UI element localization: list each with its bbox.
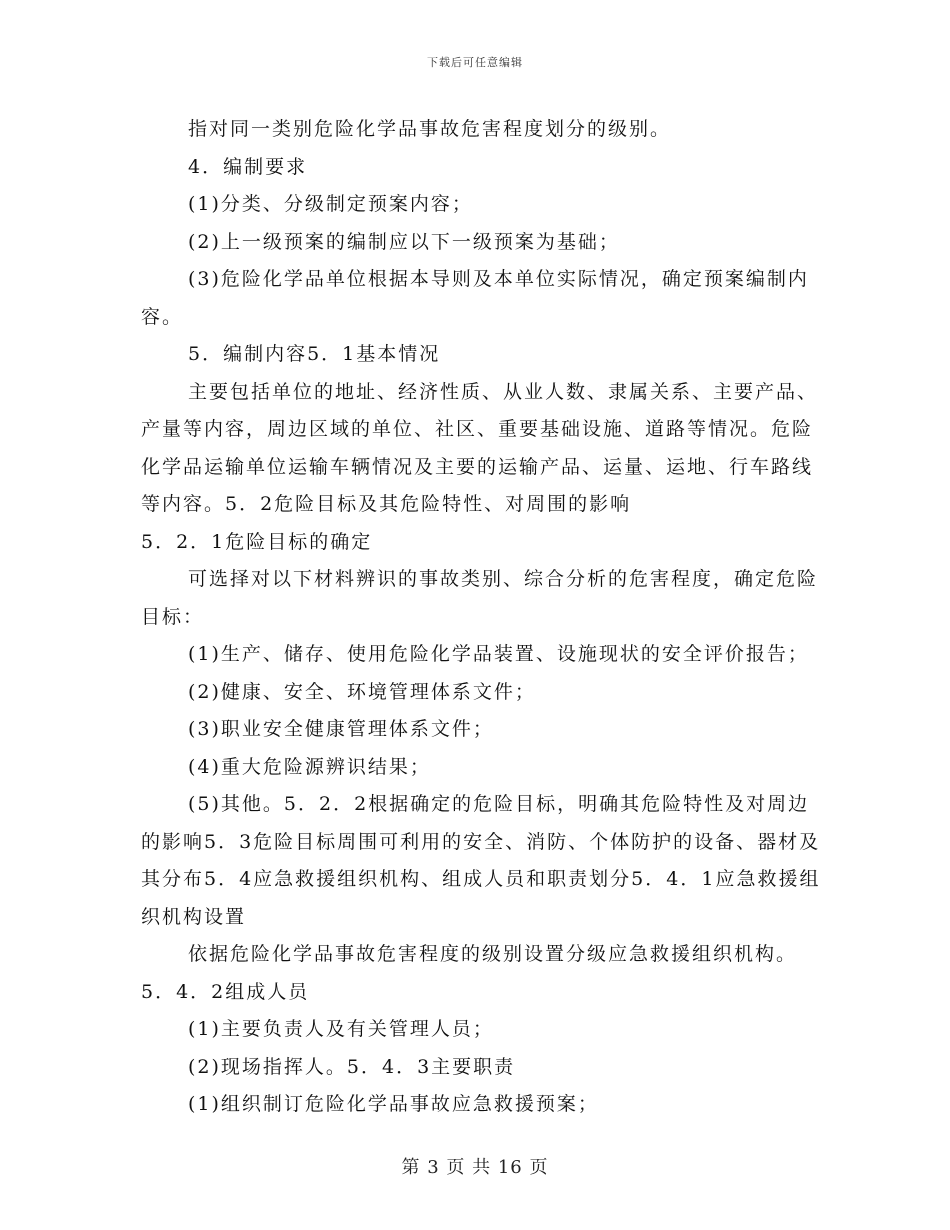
- list-item: (1)生产、储存、使用危险化学品装置、设施现状的安全评价报告；: [188, 643, 809, 665]
- list-item: (3)职业安全健康管理体系文件；: [188, 718, 494, 740]
- list-item: (1)主要负责人及有关管理人员；: [188, 1018, 494, 1040]
- list-item: (5)其他。5．2．2根据确定的危险目标，明确其危险特性及对周边的影响5．3危险目标周围可利用的安全、消防、个体防护的设备、器材及其分布5．4应急救援组织机构、组成人员和职责划分5．4．1应急救援组织机构设置: [141, 793, 821, 928]
- section-heading: 4．编制要求: [188, 155, 308, 178]
- paragraph: 可选择对以下材料辨识的事故类别、综合分析的危害程度，确定危险目标：: [141, 568, 819, 628]
- paragraph: 主要包括单位的地址、经济性质、从业人数、隶属关系、主要产品、产量等内容，周边区域的单位、社区、重要基础设施、道路等情况。危险化学品运输单位运输车辆情况及主要的运输产品、运量、运地、行车路线等内容。5．2危险目标及其危险特性、对周围的影响: [141, 380, 819, 515]
- section-heading: 5．2．1危险目标的确定: [141, 530, 373, 553]
- document-body: [141, 111, 821, 1124]
- paragraph: 依据危险化学品事故危害程度的级别设置分级应急救援组织机构。: [188, 943, 798, 965]
- list-item: (2)现场指挥人。5．4．3主要职责: [188, 1055, 516, 1078]
- page-footer: [0, 1153, 950, 1179]
- list-item: (2)健康、安全、环境管理体系文件；: [188, 680, 536, 703]
- list-item: (2)上一级预案的编制应以下一级预案为基础；: [188, 230, 620, 253]
- section-heading: 5．4．2组成人员: [141, 980, 310, 1003]
- section-heading: 5．编制内容5．1基本情况: [188, 343, 441, 365]
- paragraph: 指对同一类别危险化学品事故危害程度划分的级别。: [188, 118, 672, 140]
- list-item: (1)组织制订危险化学品事故应急救援预案；: [188, 1093, 599, 1115]
- header-note: 下载后可任意编辑: [427, 56, 523, 69]
- list-item: (3)危险化学品单位根据本导则及本单位实际情况，确定预案编制内容。: [141, 268, 809, 328]
- list-item: (1)分类、分级制定预案内容；: [188, 193, 473, 215]
- page-number-label: 第 3 页 共 16 页: [401, 1157, 549, 1178]
- list-item: (4)重大危险源辨识结果；: [188, 755, 431, 778]
